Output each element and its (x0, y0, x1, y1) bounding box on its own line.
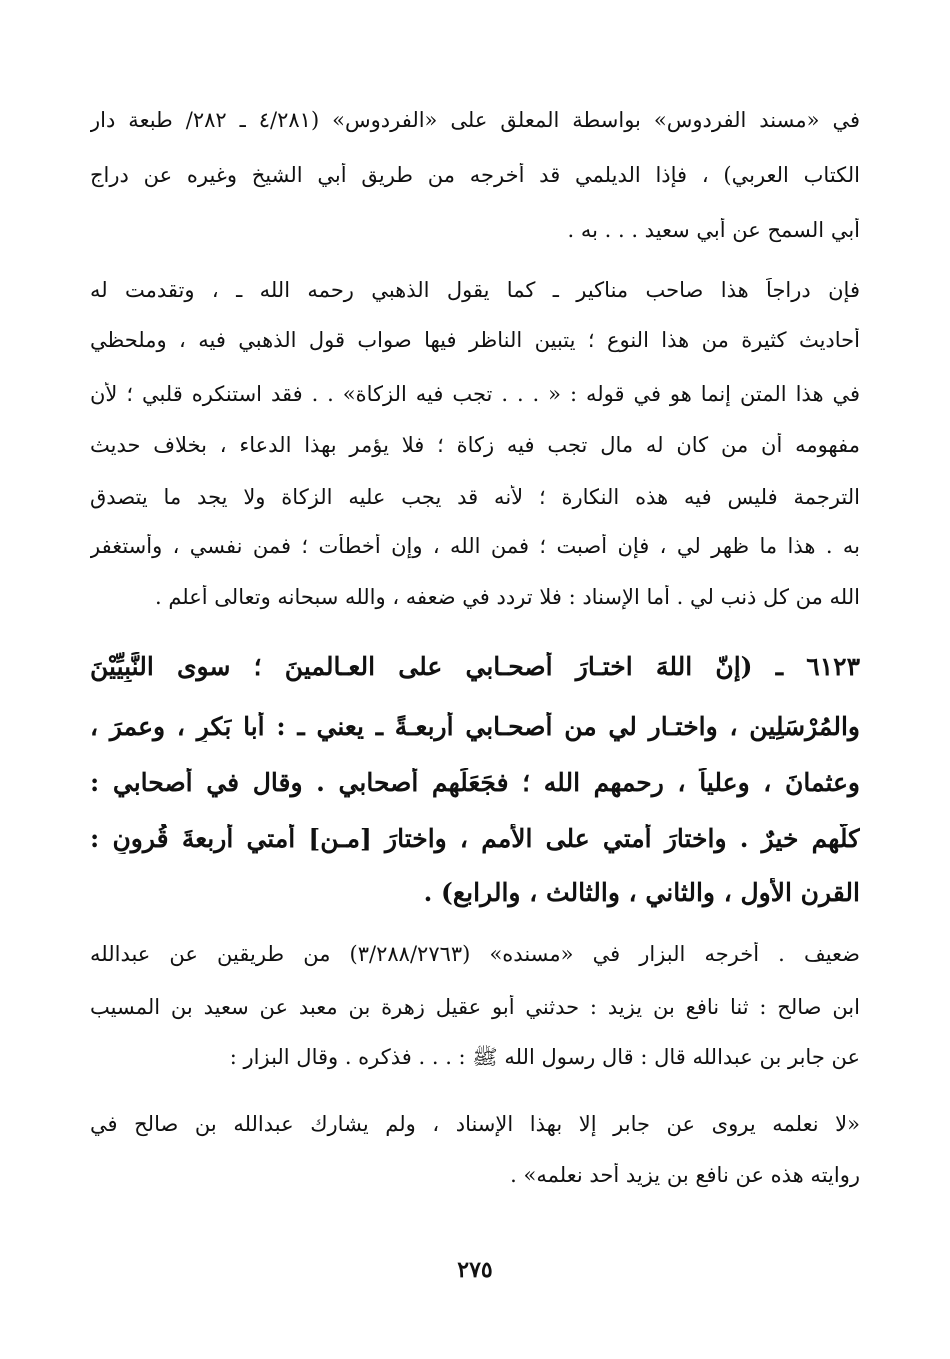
text-line: في «مسند الفردوس» بواسطة المعلق على «الفردوس» (٤/٢٨١ ـ ٢٨٢/ طبعة دار (90, 108, 860, 132)
text-line: الله من كل ذنب لي . أما الإسناد : فلا تردد في ضعفه ، والله سبحانه وتعالى أعلم . (154, 585, 860, 609)
text-line: الترجمة فليس فيه هذه النكارة ؛ لأنه قد يجب عليه الزكاة ولا يجد ما يتصدق (90, 485, 860, 509)
text-line: ابن صالح : ثنا نافع بن يزيد : حدثني أبو عقيل زهرة بن معبد عن سعيد بن المسيب (90, 995, 860, 1019)
hadith-line: كلُّهم خيرٌ . واختارَ أمتي على الأمم ، واختارَ [مـن] أمتي أربعةَ قُرونٍ : (90, 824, 860, 853)
text-line: أبي السمح عن أبي سعيد . . . به . (567, 218, 860, 242)
hadith-line: ٦١٢٣ ـ (إنّ اللهَ اختـارَ أصحـابي على العـالمينَ ؛ سوى النَّبِيِّيْنَ (90, 652, 860, 681)
text-line: به . هذا ما ظهر لي ، فإن أصبت ؛ فمن الله ، وإن أخطأت ؛ فمن نفسي ، وأستغفر (90, 534, 860, 558)
hadith-line: القرن الأول ، والثاني ، والثالث ، والرابع) . (423, 878, 860, 907)
text-line: فإن دراجاً هذا صاحب مناكير ـ كما يقول الذهبي رحمه الله ـ ، وتقدمت له (90, 278, 860, 302)
text-line: الكتاب العربي) ، فإذا الديلمي قد أخرجه من طريق أبي الشيخ وغيره عن دراج (90, 163, 860, 187)
text-line: عن جابر بن عبدالله قال : قال رسول الله ﷺ : . . . فذكره . وقال البزار : (229, 1045, 860, 1069)
text-line: روايته هذه عن نافع بن يزيد أحد نعلمه» . (510, 1163, 860, 1187)
hadith-line: والمُرْسَلِين ، واختـار لي من أصحـابي أربعـةً ـ يعني ـ : أبا بَكرٍ ، وعمرَ ، (90, 712, 860, 741)
hadith-line: وعثمانَ ، وعلياً ، رحمهم الله ؛ فجَعَلَهم أصحابي . وقال في أصحابي : (90, 768, 860, 797)
text-line: أحاديث كثيرة من هذا النوع ؛ يتبين الناظر فيها صواب قول الذهبي فيه ، وملحظي (90, 328, 860, 352)
page-number: ٢٧٥ (457, 1257, 493, 1283)
text-line: في هذا المتن إنما هو في قوله : « . . . تجب فيه الزكاة» . . فقد استنكره قلبي ؛ لأن (90, 382, 860, 406)
text-line: ضعيف . أخرجه البزار في «مسنده» (٣/٢٨٨/٢٧٦٣) من طريقين عن عبدالله (90, 942, 860, 966)
text-line: «لا نعلمه يروى عن جابر إلا بهذا الإسناد ، ولم يشارك عبدالله بن صالح في (90, 1112, 860, 1136)
text-line: مفهومه أن من كان له مال تجب فيه زكاة ؛ فلا يؤمر بهذا الدعاء ، بخلاف حديث (90, 433, 860, 457)
